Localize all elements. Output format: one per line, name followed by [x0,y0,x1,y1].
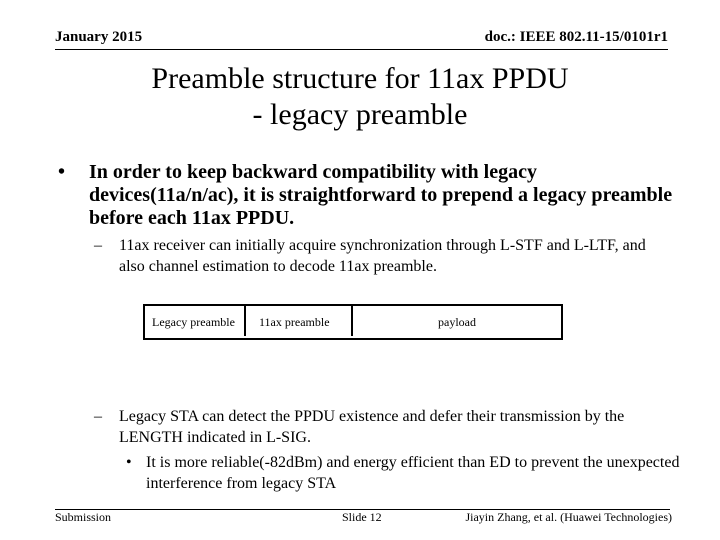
slide-title [60,61,660,133]
11ax-preamble-field: 11ax preamble [246,304,353,336]
bullet-level2-legacy-sta [94,406,674,448]
header-divider [55,49,668,50]
bullet-dot-icon: • [58,161,66,183]
bullet-level2-text: Legacy STA can detect the PPDU existence and defer their transmission by the LENGTH indicated in L-SIG. [119,408,625,446]
footer-slide-number: Slide 12 [342,510,382,524]
header-doc-id: doc.: IEEE 802.11-15/0101r1 [484,29,668,45]
bullet-level2-text: 11ax receiver can initially acquire synchronization through L-STF and L-LTF, and also channel estimation to decode 11ax preamble. [119,237,646,275]
footer-author: Jiayin Zhang, et al. (Huawei Technologies) [465,510,672,524]
legacy-preamble-field: Legacy preamble [145,304,246,336]
slide-title-line2: - legacy preamble [252,98,468,131]
bullet-level1-text: In order to keep backward compatibility with legacy devices(11a/n/ac), it is straightforward to prepend a legacy preamble before each 11ax PPDU. [89,161,673,229]
slide-title-line1: Preamble structure for 11ax PPDU [151,62,569,95]
header-date: January 2015 [55,29,143,45]
bullet-level3-text: It is more reliable(-82dBm) and energy efficient than ED to prevent the unexpected interference from legacy STA [146,454,680,492]
payload-field: payload [438,315,476,329]
bullet-level3 [126,452,686,494]
bullet-dot-icon: • [126,454,132,471]
bullet-level1 [58,161,678,230]
ppdu-frame-diagram [143,304,563,340]
bullet-dash-icon: – [94,237,102,254]
bullet-dash-icon: – [94,408,102,425]
footer-submission: Submission [55,510,112,524]
bullet-level2-receiver [94,235,674,277]
